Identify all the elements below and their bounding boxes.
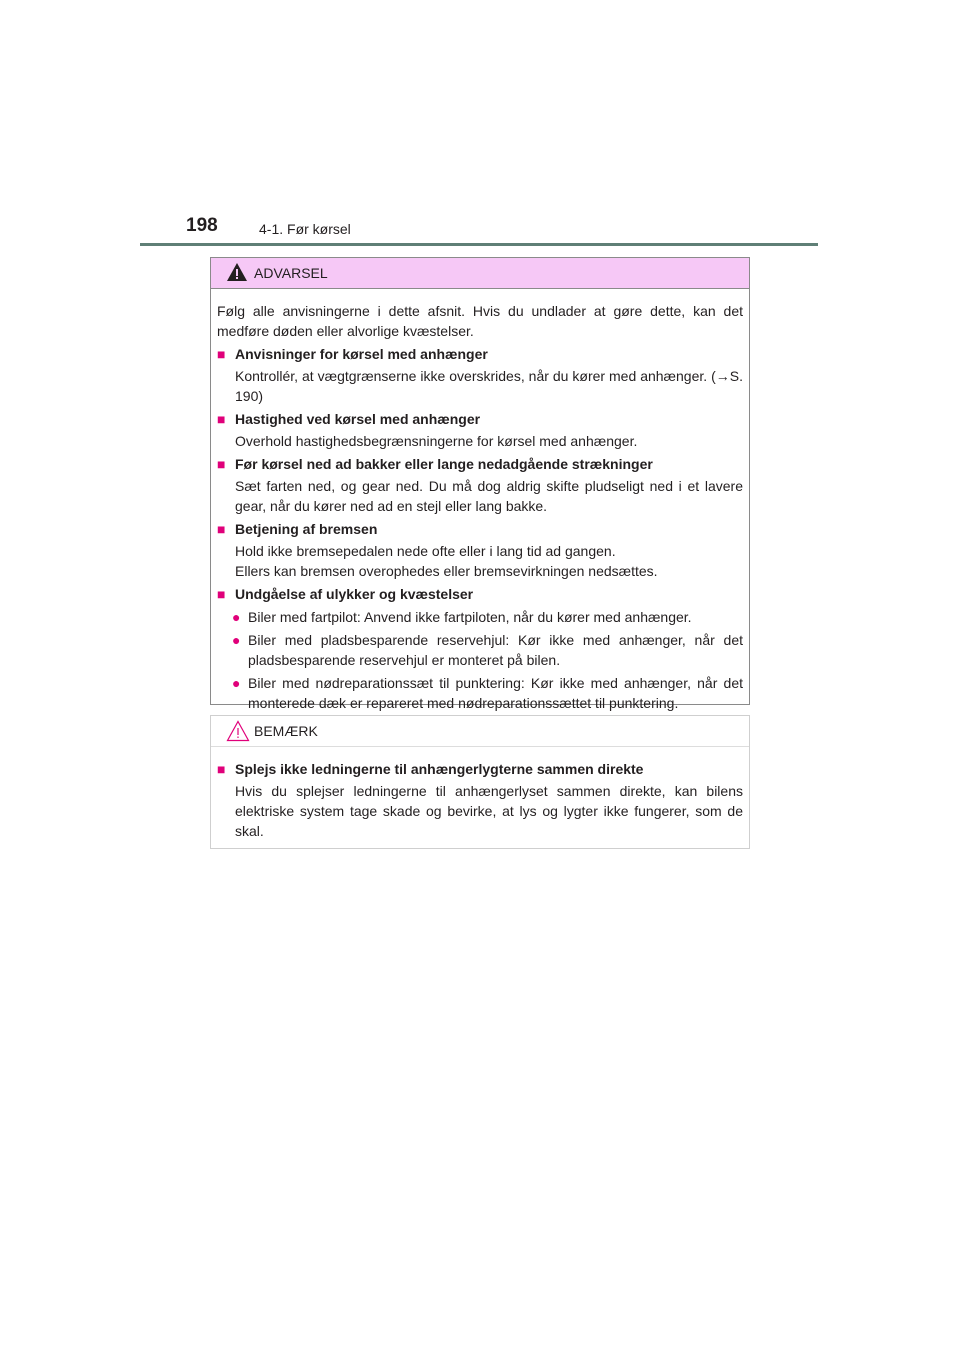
round-bullet-icon: ● xyxy=(232,632,241,648)
warning-text: Ellers kan bremsen overophedes eller bremsevirkningen nedsættes. xyxy=(235,563,658,579)
square-bullet-icon: ■ xyxy=(217,586,226,602)
warning-text: Kontrollér, at vægtgrænserne ikke overskrides, når du kører med anhænger. (→S. 190) xyxy=(235,368,743,404)
warning-heading: ■ Betjening af bremsen xyxy=(217,521,378,537)
note-box xyxy=(210,715,750,849)
note-heading: ■ Splejs ikke ledningerne til anhængerlygterne sammen direkte xyxy=(217,761,644,777)
note-text: Hvis du splejser ledningerne til anhængerlyset sammen direkte, kan bilens elektriske system tage skade og bevirke, at lys og lygter ikke fungerer, som de skal. xyxy=(235,783,743,839)
square-bullet-icon: ■ xyxy=(217,456,226,472)
note-header xyxy=(211,716,749,747)
warning-box xyxy=(210,257,750,711)
warning-body xyxy=(211,289,749,713)
warning-heading: ■ Anvisninger for kørsel med anhænger xyxy=(217,346,488,362)
section-title: 4-1. Før kørsel xyxy=(259,221,351,237)
warning-heading: ■ Undgåelse af ulykker og kvæstelser xyxy=(217,586,474,602)
round-bullet-icon: ● xyxy=(232,675,241,691)
square-bullet-icon: ■ xyxy=(217,411,226,427)
note-title: BEMÆRK xyxy=(254,723,318,739)
page-header xyxy=(186,215,818,245)
header-rule xyxy=(140,243,818,246)
square-bullet-icon: ■ xyxy=(217,521,226,537)
warning-text: Sæt farten ned, og gear ned. Du må dog aldrig skifte pludseligt ned i et lavere gear, når du kører ned ad en stejl eller lang bakke. xyxy=(235,478,743,514)
note-body xyxy=(211,747,749,841)
warning-heading: ■ Hastighed ved kørsel med anhænger xyxy=(217,411,481,427)
warning-text: Hold ikke bremsepedalen nede ofte eller i lang tid ad gangen. xyxy=(235,543,616,559)
round-bullet-icon: ● xyxy=(232,609,241,625)
warning-triangle-icon xyxy=(226,262,248,282)
warning-heading: ■ Før kørsel ned ad bakker eller lange nedadgående strækninger xyxy=(217,456,653,472)
page-number: 198 xyxy=(186,215,218,236)
list-item: ● Biler med pladsbesparende reservehjul: Kør ikke med anhænger, når det pladsbesparende reservehjul er monteret på bilen. xyxy=(232,632,743,668)
caution-outline-icon xyxy=(226,720,250,742)
warning-title: ADVARSEL xyxy=(254,265,328,281)
square-bullet-icon: ■ xyxy=(217,761,226,777)
list-item: ● Biler med fartpilot: Anvend ikke fartpiloten, når du kører med anhænger. xyxy=(232,609,692,625)
warning-text: Overhold hastighedsbegrænsningerne for kørsel med anhænger. xyxy=(235,433,638,449)
warning-intro: Følg alle anvisningerne i dette afsnit. Hvis du undlader at gøre dette, kan det medføre døden eller alvorlige kvæstelser. xyxy=(217,303,743,339)
warning-header xyxy=(211,258,749,289)
square-bullet-icon: ■ xyxy=(217,346,226,362)
list-item: ● Biler med nødreparationssæt til punktering: Kør ikke med anhænger, når det monterede dæk er repareret med nødreparationssættet til punktering. xyxy=(232,675,743,711)
